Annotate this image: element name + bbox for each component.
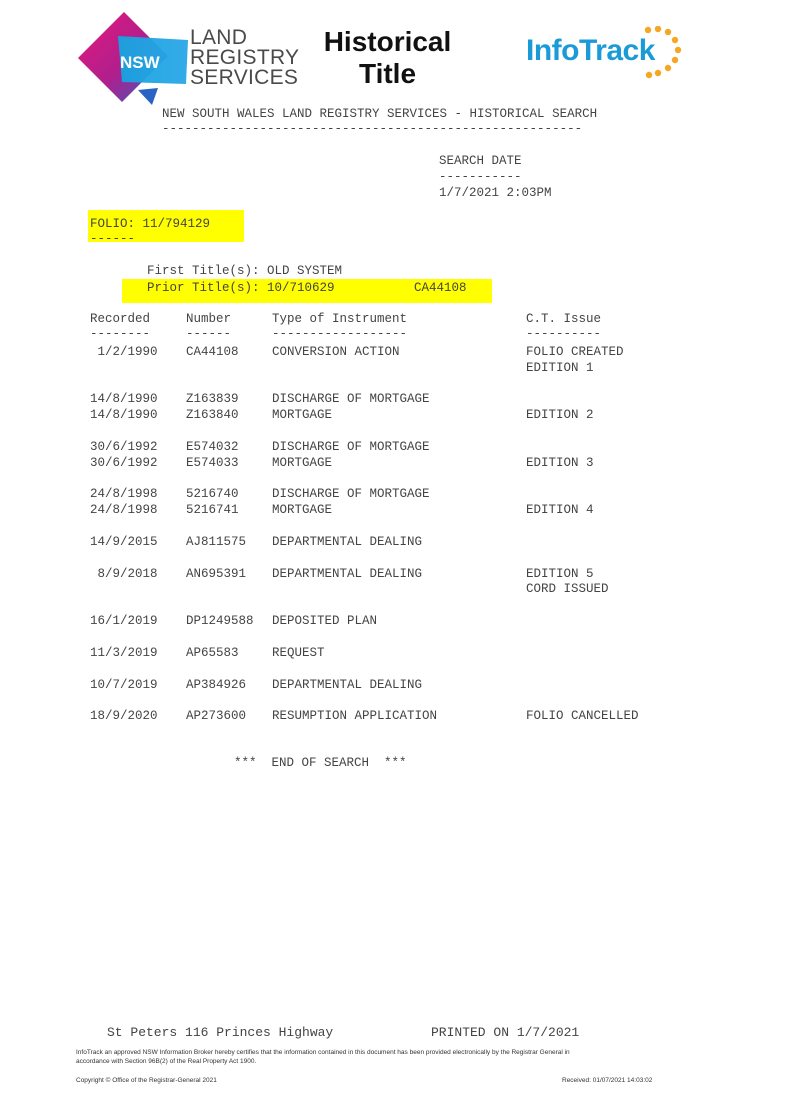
row-date: 11/3/2019 bbox=[90, 646, 158, 660]
col-rule-number: ------ bbox=[186, 327, 232, 341]
footer-copyright: Copyright © Office of the Registrar-General 2021 bbox=[76, 1077, 217, 1084]
row-number: Z163839 bbox=[186, 392, 239, 406]
col-header-recorded: Recorded bbox=[90, 312, 151, 326]
row-type: DEPOSITED PLAN bbox=[272, 614, 378, 628]
row-date: 1/2/1990 bbox=[90, 345, 158, 359]
lrs-line: SERVICES bbox=[190, 66, 299, 89]
row-number: 5216741 bbox=[186, 503, 239, 517]
row-issue-2: EDITION 1 bbox=[526, 361, 594, 375]
col-rule-issue: ---------- bbox=[526, 327, 602, 341]
row-date: 30/6/1992 bbox=[90, 440, 158, 454]
col-header-issue: C.T. Issue bbox=[526, 312, 602, 326]
infotrack-wordmark: InfoTrack bbox=[526, 34, 655, 67]
footer-printed: PRINTED ON 1/7/2021 bbox=[431, 1025, 580, 1040]
row-number: E574032 bbox=[186, 440, 239, 454]
row-type: DISCHARGE OF MORTGAGE bbox=[272, 392, 430, 406]
title-line: Historical bbox=[323, 26, 452, 57]
document-title bbox=[310, 26, 465, 90]
footer-address: St Peters 116 Princes Highway bbox=[107, 1025, 334, 1040]
row-type: DISCHARGE OF MORTGAGE bbox=[272, 487, 430, 501]
row-number: AP273600 bbox=[186, 709, 247, 723]
row-issue: EDITION 5 bbox=[526, 567, 594, 581]
row-issue: FOLIO CANCELLED bbox=[526, 709, 639, 723]
title-line: Title bbox=[358, 58, 417, 89]
row-date: 14/8/1990 bbox=[90, 408, 158, 422]
row-type: MORTGAGE bbox=[272, 503, 333, 517]
row-type: DEPARTMENTAL DEALING bbox=[272, 567, 423, 581]
row-date: 14/8/1990 bbox=[90, 392, 158, 406]
row-type: DISCHARGE OF MORTGAGE bbox=[272, 440, 430, 454]
row-issue: EDITION 2 bbox=[526, 408, 594, 422]
row-issue: FOLIO CREATED bbox=[526, 345, 624, 359]
row-type: CONVERSION ACTION bbox=[272, 345, 400, 359]
col-rule-recorded: -------- bbox=[90, 327, 151, 341]
row-type: MORTGAGE bbox=[272, 456, 333, 470]
row-type: MORTGAGE bbox=[272, 408, 333, 422]
row-number: AJ811575 bbox=[186, 535, 247, 549]
search-date-label: SEARCH DATE bbox=[439, 154, 522, 168]
row-number: DP1249588 bbox=[186, 614, 254, 628]
first-title: First Title(s): OLD SYSTEM bbox=[147, 264, 343, 278]
folio-rule: ------ bbox=[90, 232, 136, 246]
row-number: AN695391 bbox=[186, 567, 247, 581]
infotrack-dots-icon bbox=[634, 26, 684, 84]
prior-title-extra: CA44108 bbox=[414, 281, 467, 295]
search-heading-rule: -------------------------------------------------------- bbox=[162, 122, 583, 136]
footer-cert-line-2: accordance with Section 96B(2) of the Real Property Act 1900. bbox=[76, 1058, 257, 1065]
row-date: 18/9/2020 bbox=[90, 709, 158, 723]
footer-received: Received: 01/07/2021 14:03:02 bbox=[562, 1077, 653, 1084]
row-number: Z163840 bbox=[186, 408, 239, 422]
nsw-logo bbox=[78, 10, 188, 105]
row-date: 24/8/1998 bbox=[90, 487, 158, 501]
col-header-number: Number bbox=[186, 312, 232, 326]
row-issue-2: CORD ISSUED bbox=[526, 582, 609, 596]
col-rule-type: ------------------ bbox=[272, 327, 408, 341]
row-number: CA44108 bbox=[186, 345, 239, 359]
svg-text:NSW: NSW bbox=[120, 53, 160, 72]
search-date-rule: ----------- bbox=[439, 170, 522, 184]
row-number: E574033 bbox=[186, 456, 239, 470]
row-date: 14/9/2015 bbox=[90, 535, 158, 549]
row-type: REQUEST bbox=[272, 646, 325, 660]
folio-label: FOLIO: 11/794129 bbox=[90, 217, 211, 231]
row-date: 24/8/1998 bbox=[90, 503, 158, 517]
lrs-line: REGISTRY bbox=[190, 46, 300, 69]
row-number: 5216740 bbox=[186, 487, 239, 501]
row-date: 16/1/2019 bbox=[90, 614, 158, 628]
row-date: 10/7/2019 bbox=[90, 678, 158, 692]
search-heading: NEW SOUTH WALES LAND REGISTRY SERVICES - HISTORICAL SEARCH bbox=[162, 107, 598, 121]
footer-cert-line-1: InfoTrack an approved NSW Information Broker hereby certifies that the information contained in this document has been provided electronically by the Registrar General in bbox=[76, 1049, 570, 1056]
row-date: 30/6/1992 bbox=[90, 456, 158, 470]
search-date-value: 1/7/2021 2:03PM bbox=[439, 186, 552, 200]
row-issue: EDITION 4 bbox=[526, 503, 594, 517]
row-type: DEPARTMENTAL DEALING bbox=[272, 678, 423, 692]
lrs-line: LAND bbox=[190, 26, 248, 49]
col-header-type: Type of Instrument bbox=[272, 312, 408, 326]
row-date: 8/9/2018 bbox=[90, 567, 158, 581]
row-issue: EDITION 3 bbox=[526, 456, 594, 470]
row-number: AP65583 bbox=[186, 646, 239, 660]
row-number: AP384926 bbox=[186, 678, 247, 692]
end-of-search: *** END OF SEARCH *** bbox=[234, 756, 407, 770]
row-type: RESUMPTION APPLICATION bbox=[272, 709, 438, 723]
prior-title: Prior Title(s): 10/710629 bbox=[147, 281, 335, 295]
row-type: DEPARTMENTAL DEALING bbox=[272, 535, 423, 549]
land-registry-services-logo bbox=[190, 28, 299, 88]
